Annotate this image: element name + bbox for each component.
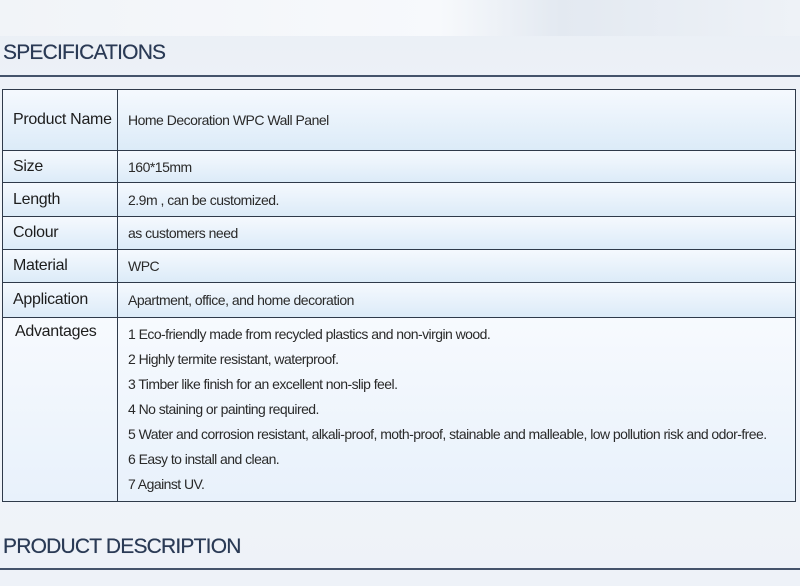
application-label: Application (3, 283, 118, 317)
product-name-value: Home Decoration WPC Wall Panel (128, 112, 329, 128)
size-label: Size (3, 151, 118, 182)
advantages-label: Advantages (3, 318, 118, 501)
list-item: 3 Timber like finish for an excellent non-slip feel. (128, 376, 398, 392)
material-label: Material (3, 250, 118, 282)
product-description-divider (0, 568, 800, 570)
table-row-length (3, 183, 795, 217)
advantages-list (128, 322, 795, 497)
list-item: 6 Easy to install and clean. (128, 451, 280, 467)
size-value: 160*15mm (128, 158, 192, 175)
top-banner-strip (0, 0, 800, 36)
table-row-material (3, 250, 795, 283)
list-item: 5 Water and corrosion resistant, alkali-proof, moth-proof, stainable and malleable, low pollution risk and odor-free. (128, 426, 767, 442)
material-value: WPC (128, 258, 160, 274)
table-row-size (3, 151, 795, 183)
product-description-heading: PRODUCT DESCRIPTION (3, 535, 241, 558)
specifications-table (2, 89, 796, 502)
table-row-application (3, 283, 795, 318)
table-row-colour (3, 217, 795, 250)
table-row-product-name (3, 90, 795, 151)
list-item: 2 Highly termite resistant, waterproof. (128, 351, 339, 367)
table-row-advantages (3, 318, 795, 501)
list-item: 1 Eco-friendly made from recycled plastics and non-virgin wood. (128, 326, 491, 342)
specifications-divider (0, 75, 800, 77)
application-value: Apartment, office, and home decoration (128, 292, 354, 308)
list-item: 7 Against UV. (128, 476, 205, 492)
list-item: 4 No staining or painting required. (128, 401, 319, 417)
length-label: Length (3, 183, 118, 216)
colour-value: as customers need (128, 225, 238, 241)
length-value: 2.9m , can be customized. (128, 191, 279, 208)
product-name-label: Product Name (3, 90, 118, 150)
specifications-heading: SPECIFICATIONS (3, 41, 166, 64)
colour-label: Colour (3, 217, 118, 249)
